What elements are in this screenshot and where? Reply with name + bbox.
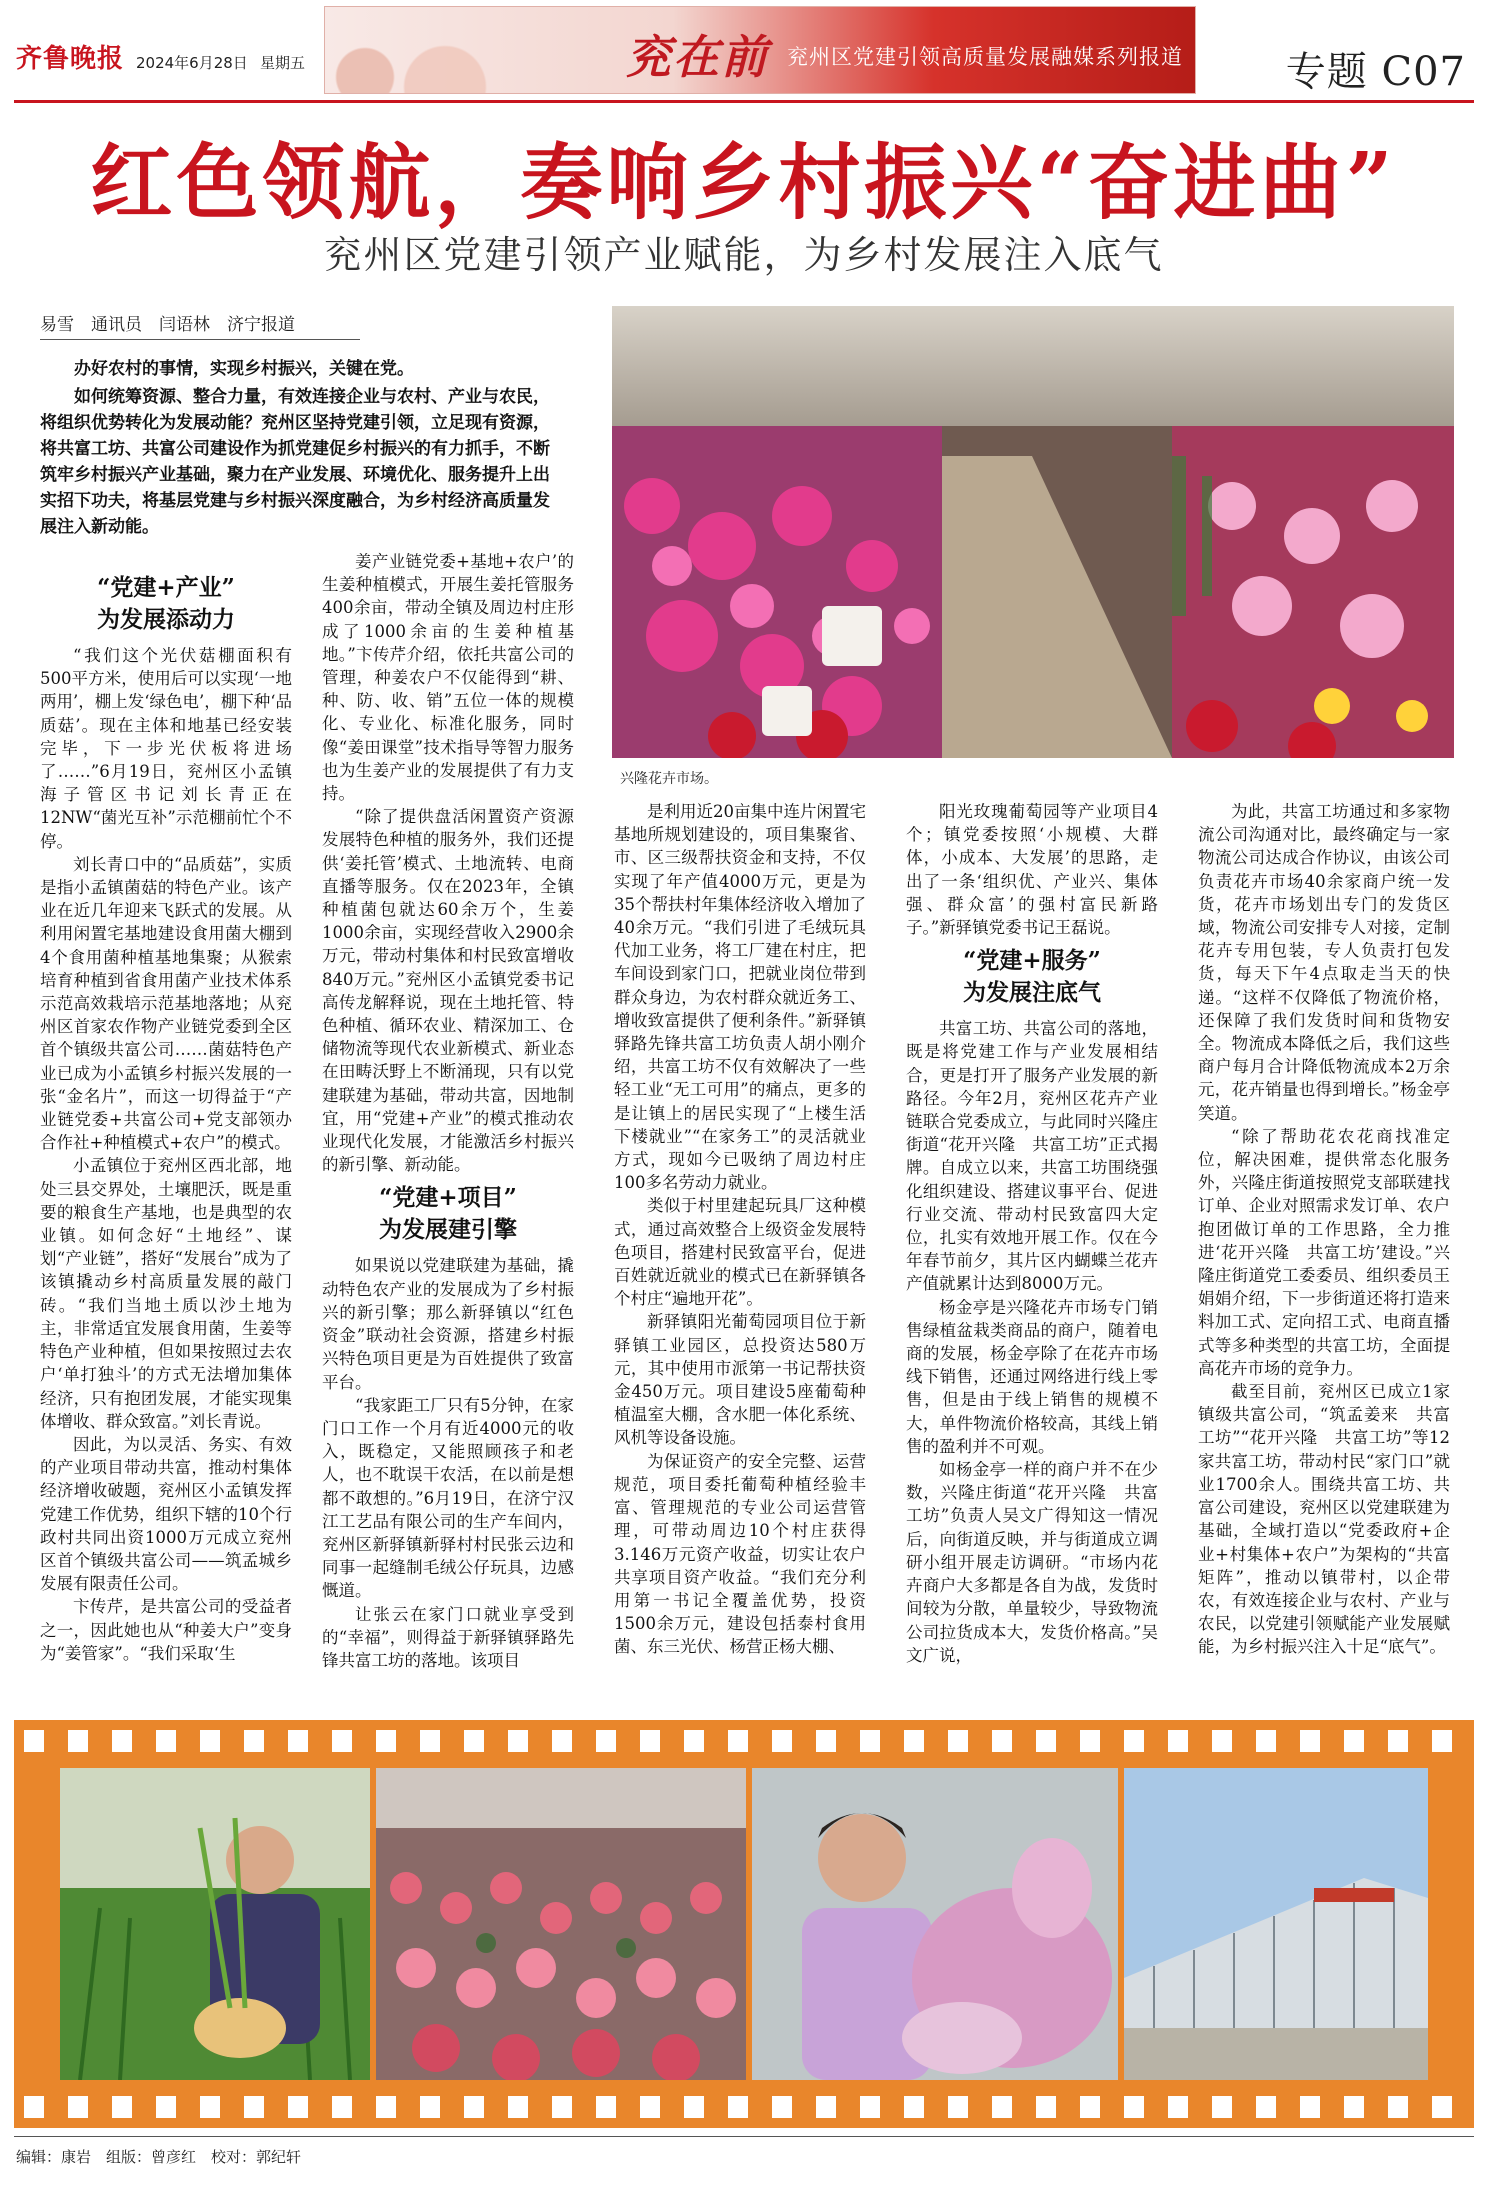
plush-toy-worker-image xyxy=(752,1768,1118,2080)
series-banner xyxy=(324,6,1196,94)
lede xyxy=(40,356,564,542)
article-paragraph: “除了帮助花农花商找准定位，解决困难，提供常态化服务外，兴隆庄街道按照党支部联建找订单、企业对照需求发订单、农户抱团做订单的工作思路，全力推进‘花开兴隆 共富工坊’建设。”兴隆庄街道党工委委员、组织委员王娟娟介绍，下一步街道还将打造来料加工式、定向招工式、电商直播式等多种类型的共富工坊，全面提高花卉市场的竞争力。 xyxy=(1198,1126,1450,1378)
photo-caption: 兴隆花卉市场。 xyxy=(620,771,718,787)
article-paragraph: 阳光玫瑰葡萄园等产业项目4个；镇党委按照‘小规模、大群体，小成本、大发展’的思路，走出了一条‘组织优、产业兴、集体强、群众富’的强村富民新路子。”新驿镇党委书记王磊说。 xyxy=(906,802,1158,938)
banner-decoration xyxy=(325,7,545,94)
film-perforations-bottom xyxy=(24,2096,1464,2118)
flower-market-image xyxy=(612,306,1454,758)
flower-market-photo xyxy=(612,306,1454,758)
article-paragraph: “我们这个光伏菇棚面积有500平方米，使用后可以实现‘一地两用’，棚上发‘绿色电’，棚下种‘品质菇’。现在主体和地基已经安装完毕，下一步光伏板将进场了……”6月19日，兖州区小孟镇海子管区书记刘长青正在12NW“菌光互补”示范棚前忙个不停。 xyxy=(40,646,292,851)
article-column-3 xyxy=(614,800,866,1706)
subheadline: 兖州区党建引领产业赋能，为乡村发展注入底气 xyxy=(323,233,1164,277)
issue-date: 2024年6月28日 xyxy=(136,54,248,72)
plush-toy-worker-photo xyxy=(752,1768,1118,2080)
article-paragraph: 卞传芹，是共富公司的受益者之一，因此她也从“种姜大户”变身为“姜管家”。“我们采取‘生 xyxy=(40,1597,292,1663)
article-column-1 xyxy=(40,566,292,1706)
succulent-nursery-image xyxy=(376,1768,746,2080)
lede-paragraph: 办好农村的事情，实现乡村振兴，关键在党。 xyxy=(74,359,414,379)
article-paragraph: 截至目前，兖州区已成立1家镇级共富公司，“筑孟姜来 共富工坊”“花开兴隆 共富工坊”等12家共富工坊，带动村民“家门口”就业1700余人。围绕共富工坊、共富公司建设，兖州区以党建联建为基础，全域打造以“党委政府+企业+村集体+农户”为架构的“共富矩阵”，推动以镇带村，以企带农，有效连接企业与农村、产业与农民，以党建引领赋能产业发展赋能，为乡村振兴注入十足“底气”。 xyxy=(1198,1382,1450,1657)
section-label: 专题 C07 xyxy=(1285,49,1466,95)
film-perforations-top xyxy=(24,1730,1464,1752)
paper-name: 齐鲁晚报 xyxy=(16,44,125,74)
article-paragraph: 让张云在家门口就业享受到的“幸福”，则得益于新驿镇驿路先锋共富工坊的落地。该项目 xyxy=(322,1604,574,1670)
section-subhead-industry: “党建+产业” 为发展添动力 xyxy=(97,574,235,633)
ginger-farmer-image xyxy=(60,1768,370,2080)
section-subhead-project: “党建+项目” 为发展建引擎 xyxy=(379,1184,517,1244)
article-paragraph: 如果说以党建联建为基础，撬动特色农产业的发展成为了乡村振兴的新引擎；那么新驿镇以“红色资金”联动社会资源，搭建乡村振兴特色项目更是为百姓提供了致富平台。 xyxy=(322,1256,574,1392)
section-subhead-service: “党建+服务” 为发展注底气 xyxy=(963,947,1101,1007)
article-column-5 xyxy=(1198,800,1450,1706)
lede-paragraph: 如何统筹资源、整合力量，有效连接企业与农村、产业与农民，将组织优势转化为发展动能？兖州区坚持党建引领，立足现有资源，将共富工坊、共富公司建设作为抓党建促乡村振兴的有力抓手，不断筑牢乡村振兴产业基础，聚力在产业发展、环境优化、服务提升上出实招下功夫，将基层党建与乡村振兴深度融合，为乡村经济高质量发展注入新动能。 xyxy=(40,387,550,537)
masthead xyxy=(14,6,1474,94)
header-divider xyxy=(14,100,1474,103)
article-paragraph: 是利用近20亩集中连片闲置宅基地所规划建设的，项目集聚省、市、区三级帮扶资金和支持，不仅实现了年产值4000万元，更是为35个帮扶村年集体经济收入增加了40余万元。“我们引进了毛绒玩具代加工业务，将工厂建在村庄，把车间设到家门口，把就业岗位带到群众身边，为农村群众就近务工、增收致富提供了便利条件。”新驿镇驿路先锋共富工坊负责人胡小刚介绍，共富工坊不仅有效解决了一些轻工业“无工可用”的痛点，更多的是让镇上的居民实现了“上楼生活下楼就业”“在家务工”的灵活就业方式，现如今已吸纳了周边村庄100多名劳动力就业。 xyxy=(614,802,866,1193)
article-paragraph: 新驿镇阳光葡萄园项目位于新驿镇工业园区，总投资达580万元，其中使用市派第一书记帮扶资金450万元。项目建设5座葡萄种植温室大棚，含水肥一体化系统、风机等设备设施。 xyxy=(614,1312,866,1448)
banner-series-title: 兖州区党建引领高质量发展融媒系列报道 xyxy=(787,45,1183,69)
article-paragraph: 因此，为以灵活、务实、有效的产业项目带动共富，推动村集体经济增收破题，兖州区小孟镇发挥党建工作优势，组织下辖的10个行政村共同出资1000万元成立兖州区首个镇级共富公司——筑孟城乡发展有限责任公司。 xyxy=(40,1434,292,1594)
footer-divider xyxy=(14,2136,1474,2137)
article-column-4 xyxy=(906,800,1158,1706)
article-paragraph: 共富工坊、共富公司的落地，既是将党建工作与产业发展相结合，更是打开了服务产业发展的新路径。今年2月，兖州区花卉产业链联合党委成立，与此同时兴隆庄街道“花开兴隆 共富工坊”正式揭牌。自成立以来，共富工坊围绕强化组织建设、搭建议事平台、促进行业交流、带动村民致富四大定位，扎实有效地开展工作。仅在今年春节前夕，其片区内蝴蝶兰花卉产值就累计达到8000万元。 xyxy=(906,1019,1158,1294)
article-paragraph: 如杨金亭一样的商户并不在少数，兴隆庄街道“花开兴隆 共富工坊”负责人吴文广得知这一情况后，向街道反映，并与街道成立调研小组开展走访调研。“市场内花卉商户大多都是各自为战，发货时间较为分散，单量较少，导致物流公司拉货成本大，发货价格高。”吴文广说， xyxy=(906,1460,1158,1665)
article-paragraph: 类似于村里建起玩具厂这种模式，通过高效整合上级资金发展特色项目，搭建村民致富平台，促进百姓就近就业的模式已在新驿镇各个村庄“遍地开花”。 xyxy=(614,1196,866,1309)
article-paragraph: 刘长青口中的“品质菇”，实质是指小孟镇菌菇的特色产业。该产业在近几年迎来飞跃式的发展。从利用闲置宅基地建设食用菌大棚到4个食用菌种植基地集聚；从猴索培育种植到省食用菌产业技术体系示范高效栽培示范基地落地；从兖州区首家农作物产业链党委到全区首个镇级共富公司……菌菇特色产业已成为小孟镇乡村振兴发展的一张“金名片”，而这一切得益于“产业链党委+共富公司+党支部领办合作社+种植模式+农户”的模式。 xyxy=(40,854,292,1153)
article-paragraph: 姜产业链党委+基地+农户’的生姜种植模式，开展生姜托管服务400余亩，带动全镇及周边村庄形成了1000余亩的生姜种植基地。”卞传芹介绍，依托共富公司的管理，种姜农户不仅能得到“耕、种、防、收、销”五位一体的规模化、专业化、标准化服务，同时像“姜田课堂”技术指导等智力服务也为生姜产业的发展提供了有力支持。 xyxy=(322,552,574,804)
greenhouse-image xyxy=(1124,1768,1428,2080)
article-paragraph: 为此，共富工坊通过和多家物流公司沟通对比，最终确定与一家物流公司达成合作协议，由该公司负责花卉市场40余家商户统一发货，花卉市场划出专门的发货区域，物流公司安排专人对接，定制花卉专用包装，专人负责打包发货，每天下午4点取走当天的快递。“这样不仅降低了物流价格，还保障了我们发货时间和货物安全。物流成本降低之后，我们这些商户每月合计降低物流成本2万余元，花卉销量也得到增长。”杨金亭笑道。 xyxy=(1198,802,1450,1123)
article-paragraph: 小孟镇位于兖州区西北部，地处三县交界处，土壤肥沃，既是重要的粮食生产基地，也是典型的农业镇。如何念好“土地经”、谋划“产业链”，搭好“发展台”成为了该镇撬动乡村高质量发展的敲门砖。“我们当地土质以沙土地为主，非常适宜发展食用菌，生姜等特色产业种植，但如果按照过去农户‘单打独斗’的方式无法增加集体经济，只有抱团发展，才能实现集体增收、群众致富。”刘长青说。 xyxy=(40,1156,292,1431)
footer-credits: 编辑：康岩 组版：曾彦红 校对：郭纪轩 xyxy=(16,2148,302,2166)
issue-weekday: 星期五 xyxy=(260,54,306,72)
succulent-nursery-photo xyxy=(376,1768,746,2080)
ginger-farmer-photo xyxy=(60,1768,370,2080)
article-paragraph: “我家距工厂只有5分钟，在家门口工作一个月有近4000元的收入，既稳定，又能照顾孩子和老人，也不耽误干农活，在以前是想都不敢想的。”6月19日，在济宁汉江工艺品有限公司的生产车间内，兖州区新驿镇新驿村村民张云边和同事一起缝制毛绒公仔玩具，边感慨道。 xyxy=(322,1395,574,1601)
headline: 红色领航，奏响乡村振兴“奋进曲” xyxy=(90,135,1397,231)
greenhouse-photo xyxy=(1124,1768,1428,2080)
photo-film-strip xyxy=(14,1720,1474,2128)
article-paragraph: 杨金亭是兴隆花卉市场专门销售绿植盆栽类商品的商户，随着电商的发展，杨金亭除了在花卉市场线下销售，还通过网络进行线上零售，但是由于线上销售的规模不大，单件物流价格较高，其线上销售的盈利并不可观。 xyxy=(906,1297,1158,1456)
byline: 易雪 通讯员 闫语林 济宁报道 xyxy=(40,310,360,340)
article-column-2 xyxy=(322,550,574,1706)
article-paragraph: “除了提供盘活闲置资产资源发展特色种植的服务外，我们还提供‘姜托管’模式、土地流转、电商直播等服务。仅在2023年，全镇种植菌包就达60余万个，生姜1000余亩，实现经营收入2900余万元，带动村集体和村民致富增收840万元。”兖州区小孟镇党委书记高传龙解释说，现在土地托管、特色种植、循环农业、精深加工、仓储物流等现代农业新模式、新业态在田畴沃野上不断涌现，只有以党建联建为基础，带动共富，因地制宜，用“党建+产业”的模式推动农业现代化发展，才能激活乡村振兴的新引擎、新动能。 xyxy=(322,807,574,1175)
banner-slogan: 兖在前 xyxy=(625,30,769,84)
article-paragraph: 为保证资产的安全完整、运营规范，项目委托葡萄种植经验丰富、管理规范的专业公司运营管理，可带动周边10个村庄获得3.146万元资产收益，切实让农户共享项目资产收益。“我们充分利用第一书记全覆盖优势，投资1500余万元，建设包括泰村食用菌、东三光伏、杨营正杨大棚、 xyxy=(614,1451,866,1657)
